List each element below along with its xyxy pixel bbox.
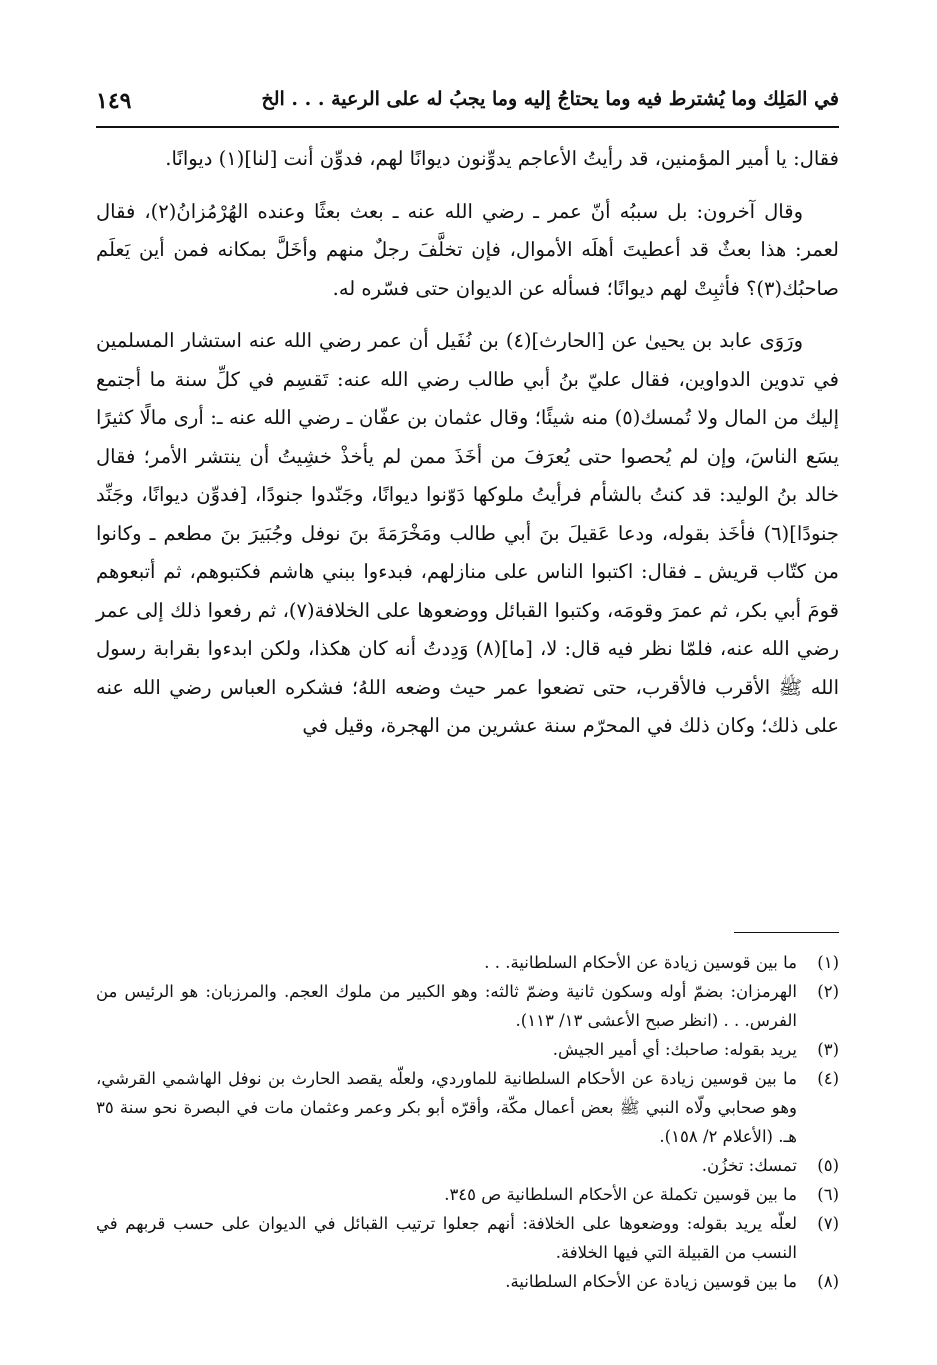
footnote — [96, 948, 839, 977]
running-header — [96, 80, 839, 128]
footnote-number: (٨) — [817, 1272, 839, 1291]
footnote-text: ما بين قوسين زيادة عن الأحكام السلطانية للماوردي، ولعلّه يقصد الحارث بن نوفل الهاشمي القرشي، وهو صحابي ولّاه النبي ﷺ بعض أعمال مكّة، وأقرّه أبو بكر وعمر وعثمان مات في البصرة نحو سنة ٣٥ هـ. (الأعلام ٢/ ١٥٨). — [96, 1069, 797, 1146]
paragraph: وقال آخرون: بل سببُه أنّ عمر ـ رضي الله عنه ـ بعث بعثًا وعنده الهُرْمُزانُ(٢)، فقال لعمر: هذا بعثٌ قد أعطيتَ أهلَه الأموال، فإن تخلَّفَ رجلٌ منهم وأخَلَّ بمكانه فمن أين يَعلَم صاحبُك(٣)؟ فأثبِتْ لهم ديوانًا؛ فسأله عن الديوان حتى فسّره له. — [96, 199, 839, 300]
footnote-text: ما بين قوسين زيادة عن الأحكام السلطانية. — [505, 1272, 797, 1291]
footnote-number: (٤) — [817, 1069, 839, 1088]
footnote-text: الهرمزان: بضمّ أوله وسكون ثانية وضمّ ثالثه: وهو الكبير من ملوك العجم. والمرزبان: هو الرئيس من الفرس. . . (انظر صبح الأعشى ١٣/ ١١٣). — [96, 982, 797, 1030]
footnote — [96, 1267, 839, 1296]
footnote-number: (٣) — [817, 1040, 839, 1059]
footnote-number: (١) — [817, 953, 839, 972]
footnote — [96, 977, 839, 1035]
footnote-text: تمسك: تخزُن. — [701, 1156, 797, 1175]
footnote-text: لعلّه يريد بقوله: ووضعوها على الخلافة: أنهم جعلوا ترتيب القبائل في الديوان على حسب قربهم في النسب من القبيلة التي فيها الخلافة. — [96, 1214, 797, 1262]
footnotes — [96, 948, 839, 1296]
footnote-separator — [734, 932, 839, 933]
footnote-text: ما بين قوسين تكملة عن الأحكام السلطانية ص ٣٤٥. — [444, 1185, 797, 1204]
main-text — [96, 140, 839, 760]
page-number: ١٤٩ — [96, 88, 132, 114]
footnote-text: ما بين قوسين زيادة عن الأحكام السلطانية. . . — [484, 953, 797, 972]
footnote-number: (٦) — [817, 1185, 839, 1204]
header-title: في المَلِك وما يُشترط فيه وما يحتاجُ إليه وما يجبُ له على الرعية . . . الخ — [261, 88, 839, 110]
footnote — [96, 1209, 839, 1267]
footnote-number: (٢) — [817, 982, 839, 1001]
paragraph: ورَوَى عابد بن يحيىٰ عن [الحارث](٤) بن نُفَيل أن عمر رضي الله عنه استشار المسلمين في تدوين الدواوين، فقال عليّ بنُ أبي طالب رضي الله عنه: تَقسِم في كلِّ سنة ما أجتمع إليك من المال ولا تُمسك(٥) منه شيئًا؛ وقال عثمان بن عفّان ـ رضي الله عنه ـ: أرى مالًا كثيرًا يسَع الناسَ، وإن لم يُحصوا حتى يُعرَفَ من أخَذَ ممن لم يأخذْ خشِيتُ أن ينتشر الأمر؛ فقال خالد بنُ الوليد: قد كنتُ بالشأم فرأيتُ ملوكها دَوّنوا ديوانًا، وجَنّدوا جنودًا، [فدوِّن ديوانًا، وجَنِّد جنودًا](٦) فأخَذ بقوله، ودعا عَقيلَ بنَ أبي طالب ومَخْرَمَةَ بنَ نوفل وجُبَيرَ بنَ مطعم ـ وكانوا من كتّاب قريش ـ فقال: اكتبوا الناس على منازلهم، فبدءوا ببني هاشم فكتبوهم، ثم أتبعوهم قومَ أبي بكر، ثم عمرَ وقومَه، وكتبوا القبائل ووضعوها على الخلافة(٧)، ثم رفعوا ذلك إلى عمر رضي الله عنه، فلمّا نظر فيه قال: لا، [ما](٨) وَدِدتُ أنه كان هكذا، ولكن ابدءوا بقرابة رسول الله ﷺ الأقرب فالأقرب، حتى تضعوا عمر حيث وضعه اللهُ؛ فشكره العباس رضي الله عنه على ذلك؛ وكان ذلك في المحرّم سنة عشرين من الهجرة، وقيل في — [96, 329, 839, 737]
footnote — [96, 1151, 839, 1180]
paragraph: فقال: يا أمير المؤمنين، قد رأيتُ الأعاجم يدوِّنون ديوانًا لهم، فدوِّن أنت [لنا](١) ديوانًا. — [165, 147, 839, 170]
footnote — [96, 1180, 839, 1209]
footnote-text: يريد بقوله: صاحبك: أي أمير الجيش. — [552, 1040, 797, 1059]
footnote — [96, 1035, 839, 1064]
footnote-number: (٧) — [817, 1214, 839, 1233]
footnote-number: (٥) — [817, 1156, 839, 1175]
footnote — [96, 1064, 839, 1151]
